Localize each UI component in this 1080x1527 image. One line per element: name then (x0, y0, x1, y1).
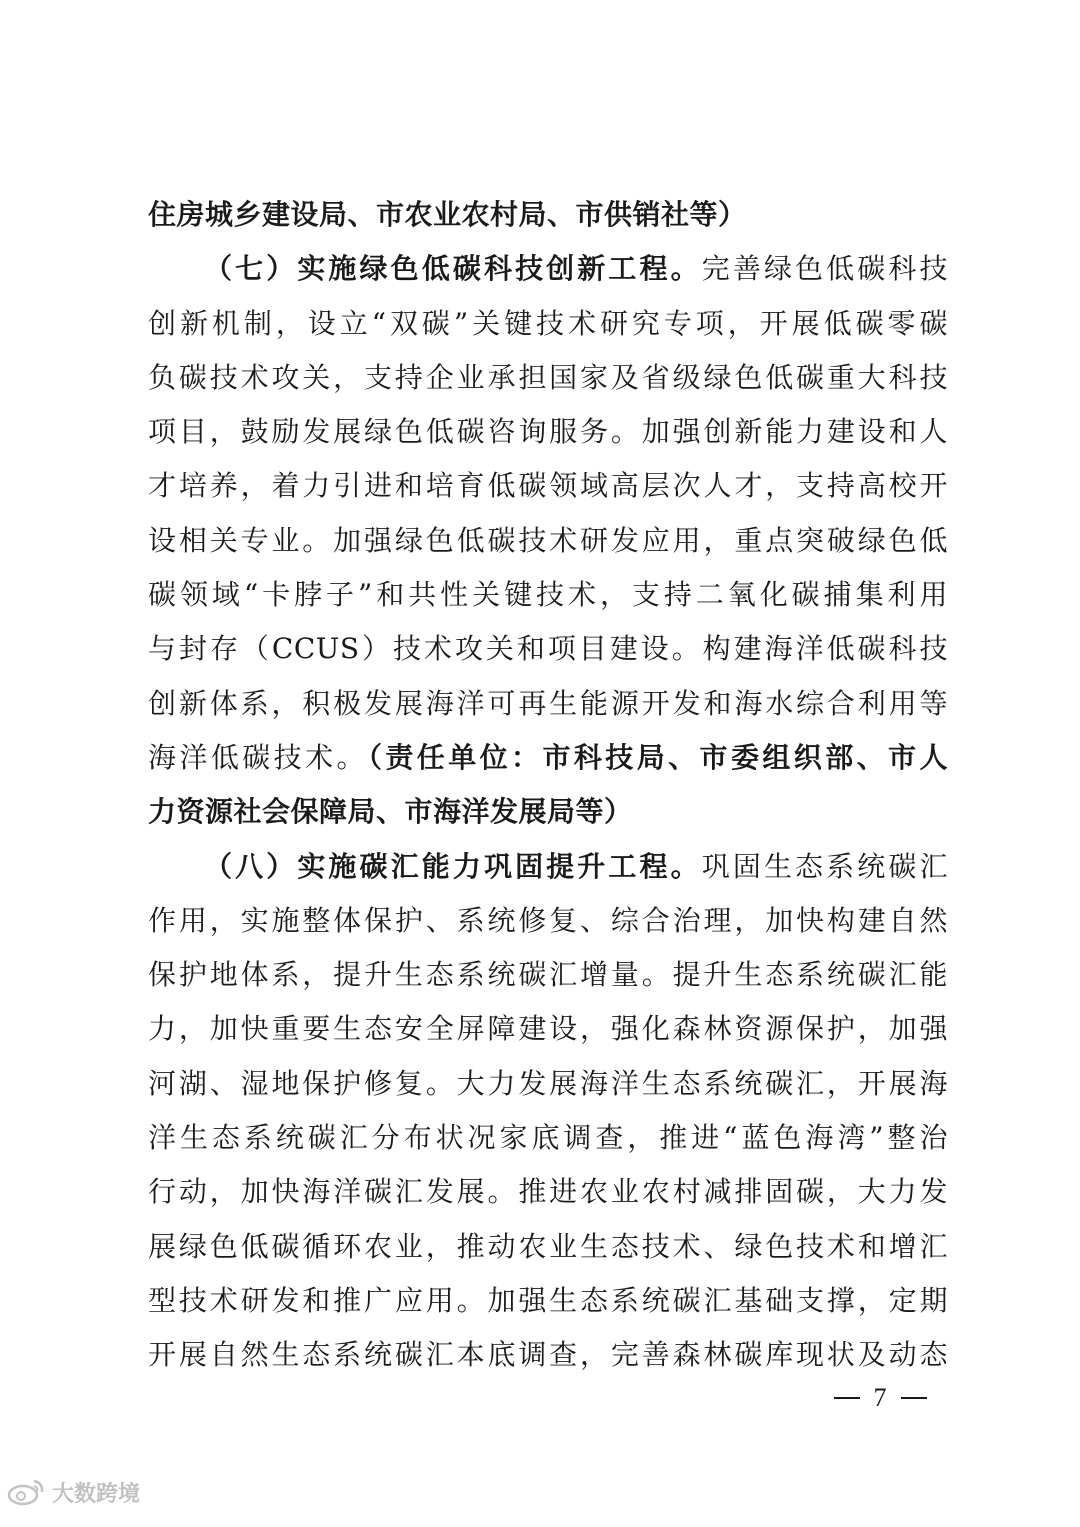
text-line (148, 677, 948, 731)
bold-text-segment: 力资源社会保障局、市海洋发展局等） (148, 795, 633, 829)
text-segment: 海洋低碳技术。 (148, 740, 368, 774)
text-line (148, 1111, 948, 1165)
text-segment: 创新体系，积极发展海洋可再生能源开发和海水综合利用等 (148, 686, 948, 720)
text-segment: 力，加快重要生态安全屏障建设，强化森林资源保护，加强 (148, 1012, 948, 1046)
text-segment: 才培养，着力引进和培育低碳领域高层次人才，支持高校开 (148, 469, 948, 503)
page-number: 7 (873, 1383, 887, 1412)
bold-text-segment: （七）实施绿色低碳科技创新工程。 (204, 252, 702, 286)
text-line (148, 731, 948, 785)
watermark (6, 1472, 140, 1512)
page-number-dash-right (901, 1397, 927, 1399)
text-segment: 展绿色低碳循环农业，推动农业生态技术、绿色技术和增汇 (148, 1229, 948, 1263)
text-segment: 创新机制，设立“双碳”关键技术研究专项，开展低碳零碳 (148, 306, 948, 340)
text-line (148, 1328, 948, 1382)
bold-text-segment: 住房城乡建设局、市农业农村局、市供销社等） (148, 198, 747, 231)
text-segment: 与封存（CCUS）技术攻关和项目建设。构建海洋低碳科技 (148, 632, 948, 666)
text-segment: 开展自然生态系统碳汇本底调查，完善森林碳库现状及动态 (148, 1338, 948, 1372)
watermark-text: 大数跨境 (52, 1481, 141, 1507)
text-segment: 行动，加快海洋碳汇发展。推进农业农村减排固碳，大力发 (148, 1175, 948, 1209)
text-segment: 型技术研发和推广应用。加强生态系统碳汇基础支撑，定期 (148, 1283, 948, 1317)
text-segment: 作用，实施整体保护、系统修复、综合治理，加快构建自然 (148, 903, 948, 937)
text-line (148, 1274, 948, 1328)
bold-text-segment: （八）实施碳汇能力巩固提升工程。 (204, 849, 702, 883)
text-line (148, 948, 948, 1002)
text-line (148, 1057, 948, 1111)
text-line (148, 242, 948, 296)
text-line (148, 405, 948, 459)
text-line (148, 894, 948, 948)
text-line (148, 1002, 948, 1056)
text-line (148, 297, 948, 351)
text-segment: 洋生态系统碳汇分布状况家底调查，推进“蓝色海湾”整治 (148, 1121, 948, 1155)
text-segment: 完善绿色低碳科技 (701, 252, 948, 286)
text-segment: 设相关专业。加强绿色低碳技术研发应用，重点突破绿色低 (148, 523, 948, 557)
text-line (148, 568, 948, 622)
text-line (148, 188, 948, 242)
text-line (148, 785, 948, 839)
text-segment: 负碳技术攻关，支持企业承担国家及省级绿色低碳重大科技 (148, 360, 948, 394)
weibo-logo-icon (6, 1477, 46, 1507)
body-text (148, 188, 948, 1383)
text-segment: 碳领域“卡脖子”和共性关键技术，支持二氧化碳捕集利用 (148, 578, 948, 612)
bold-text-segment: （责任单位：市科技局、市委组织部、市人 (367, 740, 948, 774)
text-line (148, 1165, 948, 1219)
text-line (148, 622, 948, 676)
text-line (148, 514, 948, 568)
text-segment: 保护地体系，提升生态系统碳汇增量。提升生态系统碳汇能 (148, 958, 948, 992)
text-segment: 河湖、湿地保护修复。大力发展海洋生态系统碳汇，开展海 (148, 1066, 948, 1100)
text-segment: 项目，鼓励发展绿色低碳咨询服务。加强创新能力建设和人 (148, 415, 948, 449)
text-line (148, 840, 948, 894)
page-number-dash-left (834, 1397, 860, 1399)
text-line (148, 1220, 948, 1274)
page-footer (820, 1378, 940, 1418)
text-segment: 巩固生态系统碳汇 (701, 849, 948, 883)
text-line (148, 351, 948, 405)
text-line (148, 459, 948, 513)
